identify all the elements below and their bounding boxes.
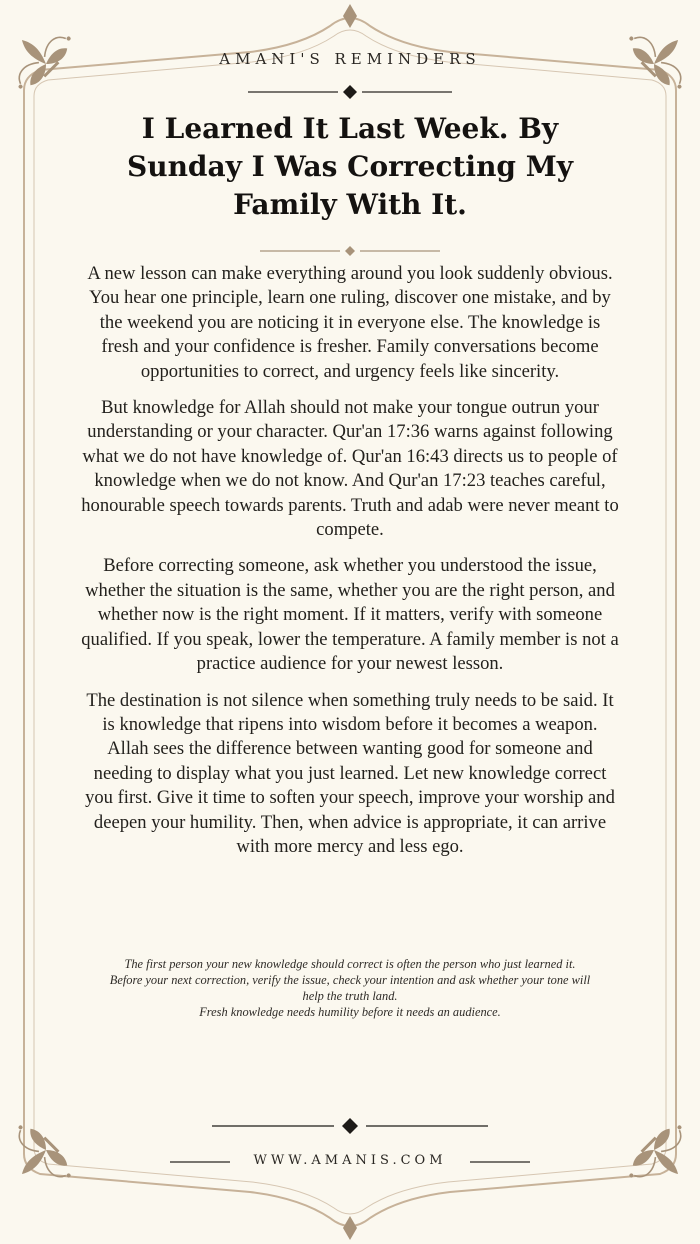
takeaway-notes (100, 956, 600, 1020)
paragraph: Before correcting someone, ask whether you understood the issue, whether the situation is the same, whether you are the right person, and whether now is the right moment. If it matters, verify with someone qualified. If you speak, lower the temperature. A family member is not a practice audience for your newest lesson. (81, 555, 619, 675)
paragraph: But knowledge for Allah should not make your tongue outrun your understanding or your character. Qur'an 17:36 warns against following what we do not have knowledge of. Qur'an 16:43 directs us to people of knowledge when we do not know. And Qur'an 17:23 teaches careful, honourable speech towards parents. Truth and adab were never meant to compete. (81, 397, 619, 541)
note-line: Before your next correction, verify the issue, check your intention and ask whether your tone will help the truth land. (109, 973, 591, 1003)
brand-name: AMANI'S REMINDERS (219, 50, 481, 68)
paragraph: The destination is not silence when something truly needs to be said. It is knowledge that ripens into wisdom before it becomes a weapon. Allah sees the difference between wanting good for someone and needing to display what you just learned. Let new knowledge correct you first. Give it time to soften your speech, improve your worship and deepen your humility. Then, when advice is appropriate, it can arrive with more mercy and less ego. (85, 689, 615, 857)
note-line: Fresh knowledge needs humility before it needs an audience. (199, 1005, 501, 1019)
article-body (80, 262, 620, 871)
note-line: The first person your new knowledge should correct is often the person who just learned it. (124, 957, 576, 971)
paragraph: A new lesson can make everything around you look suddenly obvious. You hear one principle, learn one ruling, discover one mistake, and by the weekend you are noticing it in everyone else. The knowledge is fresh and your confidence is fresher. Family conversations become opportunities to correct, and urgency feels like sincerity. (87, 263, 613, 382)
header (0, 50, 700, 68)
page-title: I Learned It Last Week. By Sunday I Was Correcting My Family With It. (126, 112, 574, 221)
website-link[interactable]: WWW.AMANIS.COM (253, 1153, 447, 1168)
